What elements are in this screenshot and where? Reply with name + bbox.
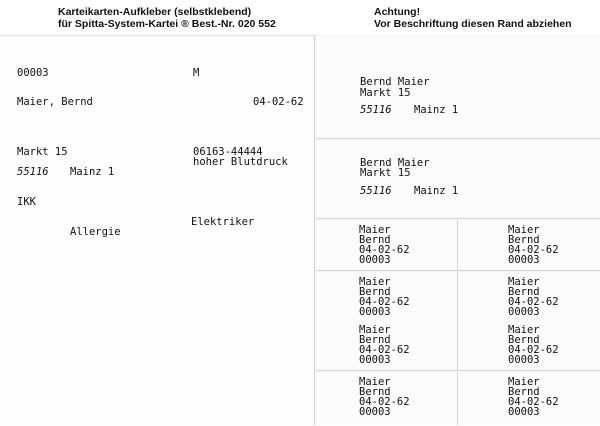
patient-street: Markt 15 — [17, 146, 68, 158]
small-label-first: Bernd — [508, 286, 540, 298]
small-label — [316, 272, 458, 323]
small-label-last: Maier — [508, 324, 540, 336]
small-label-last: Maier — [359, 324, 391, 336]
small-label-first: Bernd — [359, 286, 391, 298]
address-label-name: Bernd Maier — [360, 157, 430, 169]
small-label — [458, 272, 600, 323]
address-label-zip: 55116 — [360, 104, 392, 116]
address-label-city: Mainz 1 — [414, 104, 459, 116]
small-label-first: Bernd — [359, 234, 391, 246]
small-label-id: 00003 — [508, 354, 540, 366]
address-label-street: Markt 15 — [360, 87, 411, 99]
patient-insurance: IKK — [17, 196, 36, 208]
small-label-last: Maier — [508, 376, 540, 388]
patient-id: 00003 — [17, 67, 49, 79]
address-label-zip: 55116 — [360, 185, 392, 197]
small-label-last: Maier — [359, 224, 391, 236]
index-card — [0, 35, 314, 426]
patient-phone: 06163-44444 — [193, 146, 263, 158]
patient-allergy: Allergie — [70, 226, 121, 238]
small-label-id: 00003 — [508, 306, 540, 318]
patient-note: hoher Blutdruck — [193, 156, 288, 168]
address-label — [316, 36, 600, 139]
patient-name: Maier, Bernd — [17, 96, 93, 108]
small-label-id: 00003 — [359, 306, 391, 318]
small-label — [458, 320, 600, 371]
patient-birthdate: 04-02-62 — [253, 96, 304, 108]
header-title: Karteikarten-Aufkleber (selbstklebend) — [58, 6, 252, 18]
small-label-id: 00003 — [359, 406, 391, 418]
small-label — [316, 372, 458, 425]
patient-zip: 55116 — [17, 166, 49, 178]
header-warning-title: Achtung! — [374, 6, 421, 18]
address-label-city: Mainz 1 — [414, 185, 459, 197]
patient-occupation: Elektriker — [191, 216, 255, 228]
small-label-date: 04-02-62 — [359, 296, 410, 308]
address-label — [316, 140, 600, 219]
small-label-last: Maier — [359, 276, 391, 288]
small-label-first: Bernd — [508, 386, 540, 398]
small-label-date: 04-02-62 — [508, 396, 559, 408]
small-label-first: Bernd — [359, 386, 391, 398]
small-label-id: 00003 — [508, 254, 540, 266]
small-label — [458, 372, 600, 425]
small-label-id: 00003 — [508, 406, 540, 418]
header-order-number: für Spitta-System-Kartei ® Best.-Nr. 020 552 — [58, 18, 276, 30]
small-label — [316, 220, 458, 271]
small-label-last: Maier — [508, 276, 540, 288]
small-label-first: Bernd — [508, 234, 540, 246]
address-label-street: Markt 15 — [360, 167, 411, 179]
small-label-date: 04-02-62 — [359, 344, 410, 356]
small-label-last: Maier — [359, 376, 391, 388]
header-warning-text: Vor Beschriftung diesen Rand abziehen — [374, 18, 572, 30]
small-label — [458, 220, 600, 271]
small-label-last: Maier — [508, 224, 540, 236]
small-label-id: 00003 — [359, 354, 391, 366]
patient-sex: M — [193, 67, 200, 79]
address-label-name: Bernd Maier — [360, 76, 430, 88]
small-label-id: 00003 — [359, 254, 391, 266]
small-label-date: 04-02-62 — [359, 396, 410, 408]
small-label-date: 04-02-62 — [359, 244, 410, 256]
small-label-first: Bernd — [359, 334, 391, 346]
small-label-first: Bernd — [508, 334, 540, 346]
small-label-date: 04-02-62 — [508, 296, 559, 308]
small-label — [316, 320, 458, 371]
patient-city: Mainz 1 — [70, 166, 115, 178]
small-label-date: 04-02-62 — [508, 344, 559, 356]
small-label-date: 04-02-62 — [508, 244, 559, 256]
